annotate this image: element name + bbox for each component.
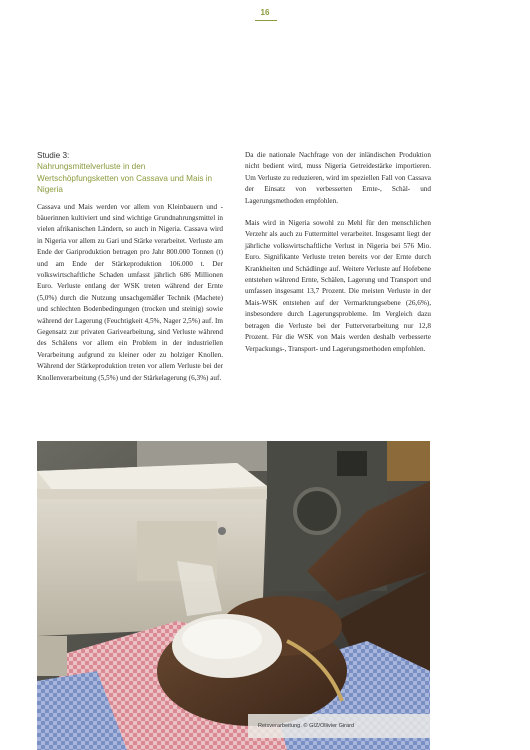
body-paragraph-right-2: Mais wird in Nigeria sowohl zu Mehl für den menschlichen Verzehr als auch zu Futtermittel verarbeitet. Insgesamt liegt der jährliche volkswirtschaftliche Verlust in Nigeria bei 576 Mio. Euro. Signifikante Verluste treten bereits vor der Ernte durch Krankheiten und Schädlinge auf. Weitere Verluste auf Hofebene entstehen während Ernte, Schälen, Lagerung und Transport und umfassen insgesamt 13,7 Prozent. Die meisten Verluste in der Mais-WSK entstehen auf der Vermarktungsebene (26,6%), insbesondere durch Lagerungsprobleme. Im Vergleich dazu betragen die Verluste bei der Futterverarbeitung nur 12,8 Prozent. Für die WSK von Mais werden deshalb verbesserte Verpackungs-, Transport- und Lagerungsmethoden empfohlen.: [245, 219, 431, 353]
study-label: Studie 3:: [37, 151, 70, 160]
study-title: Nahrungsmittelverluste in den Wertschöpfungsketten von Cassava und Mais in Nigeria: [37, 162, 213, 194]
rice-processing-photo: [37, 441, 430, 750]
right-column: [245, 150, 431, 366]
photo-caption: Reisverarbeitung. © GIZ/Ollivier Girard: [248, 714, 430, 738]
photo-illustration: [37, 441, 430, 750]
page-number: 16: [260, 8, 270, 17]
body-paragraph-left-1: Cassava und Mais werden vor allem von Kleinbauern und -bäuerinnen kultiviert und sind wichtige Grundnahrungsmittel in vielen afrikanischen Ländern, so auch in Nigeria. Cassava wird in Nigeria vor allem zu Gari und Stärke verarbeitet. Verluste am Ende der Gariproduktion betragen pro Jahr 800.000 Tonnen (t) und am Ende der Stärkeproduktion 106.000 t. Der volkswirtschaftliche Schaden umfasst jährlich 686 Millionen Euro. Verluste entlang der WSK treten während der Ernte (5,0%) durch die Nutzung unsachgemäßer Technik (Machete) und schlechten Bodenbedingungen (trocken und steinig) sowie während der Lagerung (Feuchtigkeit 4,5%, Nager 2,5%) auf. Im Gegensatz zur privaten Garivearbeitung, sind Verluste während des Schälens vor allem ein Problem in der industriellen Verarbeitung aufgrund zu kleiner oder zu holziger Knollen. Während der Stärkeproduktion treten vor allem Verluste bei der Knollenverarbeitung (5,5%) und der Stärkelagerung (6,3%) auf.: [37, 202, 223, 382]
left-column: [37, 150, 223, 395]
body-paragraph-right-1: Da die nationale Nachfrage von der inländischen Produktion nicht bedient wird, muss Nigeria Getreidestärke importieren. Um Verluste zu reduzieren, wird im speziellen Fall von Cassava der Einsatz von verbesserten Ernte-, Schäl- und Lagerungsmethoden empfohlen.: [245, 151, 431, 205]
page-number-rule: [255, 20, 277, 21]
